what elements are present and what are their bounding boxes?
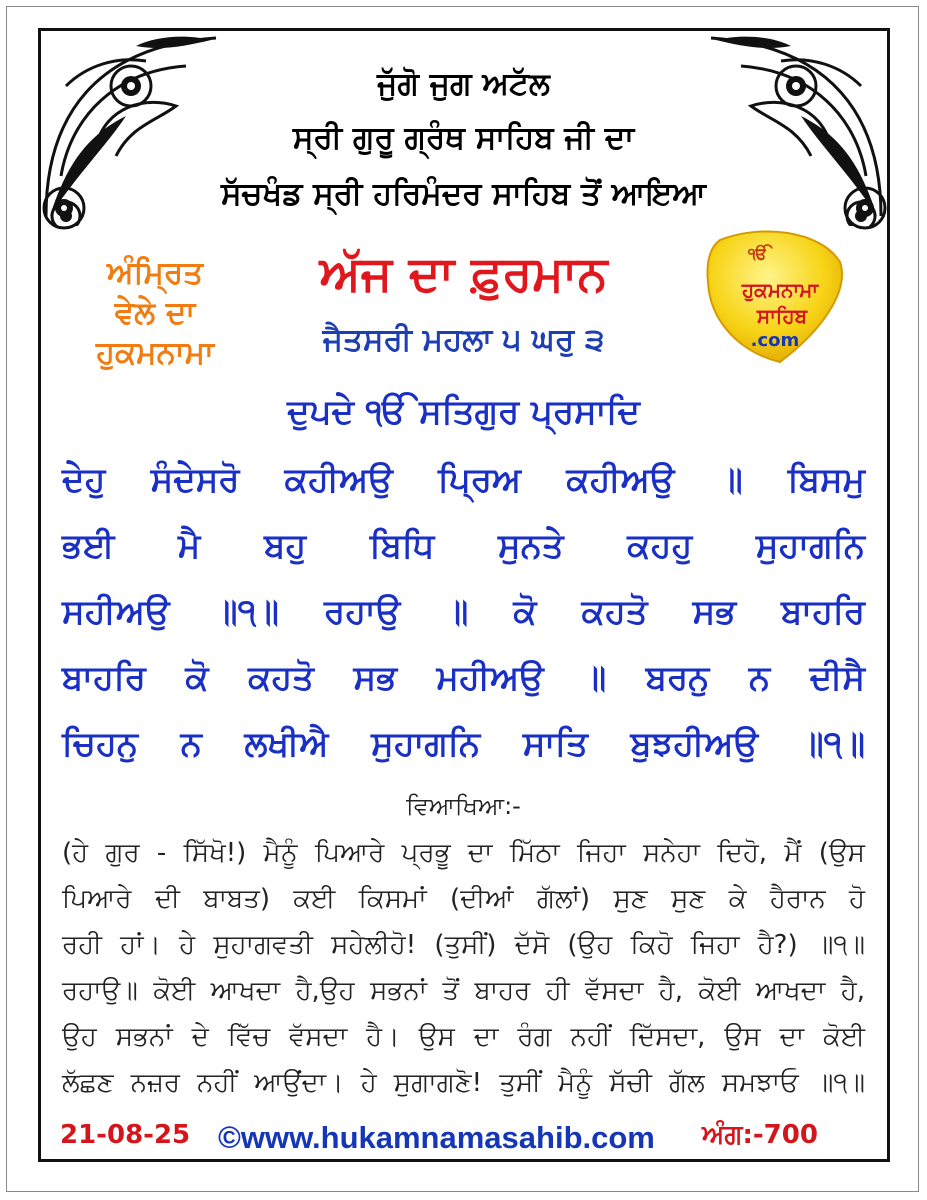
header-line-2: ਸ੍ਰੀ ਗੁਰੂ ਗ੍ਰੰਥ ਸਾਹਿਬ ਜੀ ਦਾ: [292, 120, 635, 156]
footer-date: 21-08-25: [60, 1120, 191, 1150]
explanation-line-2: ਪਿਆਰੇ ਦੀ ਬਾਬਤ) ਕਈ ਕਿਸਮਾਂ (ਦੀਆਂ ਗੱਲਾਂ) ਸੁਣ ਸੁਣ ਕੇ ਹੈਰਾਨ ਹੋ: [62, 884, 865, 914]
explanation-line-6: ਲੱਛਣ ਨਜ਼ਰ ਨਹੀਂ ਆਉਂਦਾ। ਹੇ ਸੁਗਾਗਣੋ! ਤੁਸੀਂ ਮੈਨੂੰ ਸੱਚੀ ਗੱਲ ਸਮਝਾਓ ॥੧॥: [62, 1068, 865, 1098]
page-title: ਅੱਜ ਦਾ ਫ਼ੁਰਮਾਨ: [319, 246, 608, 302]
verse-line-1: ਦੇਹੁ ਸੰਦੇਸਰੋ ਕਹੀਅਉ ਪ੍ਰਿਅ ਕਹੀਅਉ ॥ ਬਿਸਮੁ: [62, 460, 865, 500]
footer-ang-number: ਅੰਗ:-700: [702, 1120, 818, 1150]
explanation-line-1: (ਹੇ ਗੁਰ - ਸਿੱਖੋ!) ਮੈਨੂੰ ਪਿਆਰੇ ਪ੍ਰਭੂ ਦਾ ਮਿੱਠਾ ਜਿਹਾ ਸਨੇਹਾ ਦਿਹੋ, ਮੈਂ (ਉਸ: [62, 838, 865, 868]
badge-line-1: ਹੁਕਮਨਾਮਾ: [741, 278, 819, 302]
verse-line-3: ਸਹੀਅਉ ॥੧॥ ਰਹਾਉ ॥ ਕੋ ਕਹਤੋ ਸਭ ਬਾਹਰਿ: [62, 592, 865, 632]
hukamnama-sahib-logo: [700, 222, 850, 372]
amrit-line-2: ਵੇਲੇ ਦਾ: [114, 295, 196, 331]
footer-website-link[interactable]: ©www.hukamnamasahib.com: [218, 1120, 655, 1155]
header-line-1: ਜੁੱਗੋ ਜੁਗ ਅਟੱਲ: [377, 66, 550, 102]
verse-line-2: ਭਈ ਮੈ ਬਹੁ ਬਿਧਿ ਸੁਨਤੇ ਕਹਹੁ ਸੁਹਾਗਨਿ: [62, 526, 865, 566]
explanation-line-5: ਉਹ ਸਭਨਾਂ ਦੇ ਵਿੱਚ ਵੱਸਦਾ ਹੈ। ਉਸ ਦਾ ਰੰਗ ਨਹੀਂ ਦਿੱਸਦਾ, ਉਸ ਦਾ ਕੋਈ: [62, 1022, 865, 1052]
badge-line-3: .com: [750, 330, 800, 351]
explanation-line-4: ਰਹਾਉ॥ ਕੋਈ ਆਖਦਾ ਹੈ,ਉਹ ਸਭਨਾਂ ਤੋਂ ਬਾਹਰ ਹੀ ਵੱਸਦਾ ਹੈ, ਕੋਈ ਆਖਦਾ ਹੈ,: [62, 976, 865, 1006]
explanation-line-3: ਰਹੀ ਹਾਂ। ਹੇ ਸੁਹਾਗਵਤੀ ਸਹੇਲੀਹੋ! (ਤੁਸੀਂ) ਦੱਸੋ (ਉਹ ਕਿਹੋ ਜਿਹਾ ਹੈ?) ॥੧॥: [62, 930, 865, 960]
ik-onkar-icon: ੴ: [748, 244, 768, 263]
amrit-line-1: ਅੰਮ੍ਰਿਤ: [106, 255, 204, 291]
amrit-line-3: ਹੁਕਮਨਾਮਾ: [95, 335, 215, 371]
verse-line-4: ਬਾਹਰਿ ਕੋ ਕਹਤੋ ਸਭ ਮਹੀਅਉ ॥ ਬਰਨੁ ਨ ਦੀਸੈ: [62, 658, 865, 698]
explanation-heading: ਵਿਆਖਿਆ:-: [406, 792, 521, 820]
badge-line-2: ਸਾਹਿਬ: [756, 304, 808, 328]
invocation: ਦੁਪਦੇ ੴ ਸਤਿਗੁਰ ਪ੍ਰਸਾਦਿ: [287, 392, 640, 432]
verse-line-5: ਚਿਹਨੁ ਨ ਲਖੀਐ ਸੁਹਾਗਨਿ ਸਾਤਿ ਬੁਝਹੀਅਉ ॥੧॥: [62, 724, 865, 764]
raag-line: ਜੈਤਸਰੀ ਮਹਲਾ ੫ ਘਰੁ ੩: [322, 322, 605, 358]
header-line-3: ਸੱਚਖੰਡ ਸ੍ਰੀ ਹਰਿਮੰਦਰ ਸਾਹਿਬ ਤੋਂ ਆਇਆ: [221, 176, 706, 212]
